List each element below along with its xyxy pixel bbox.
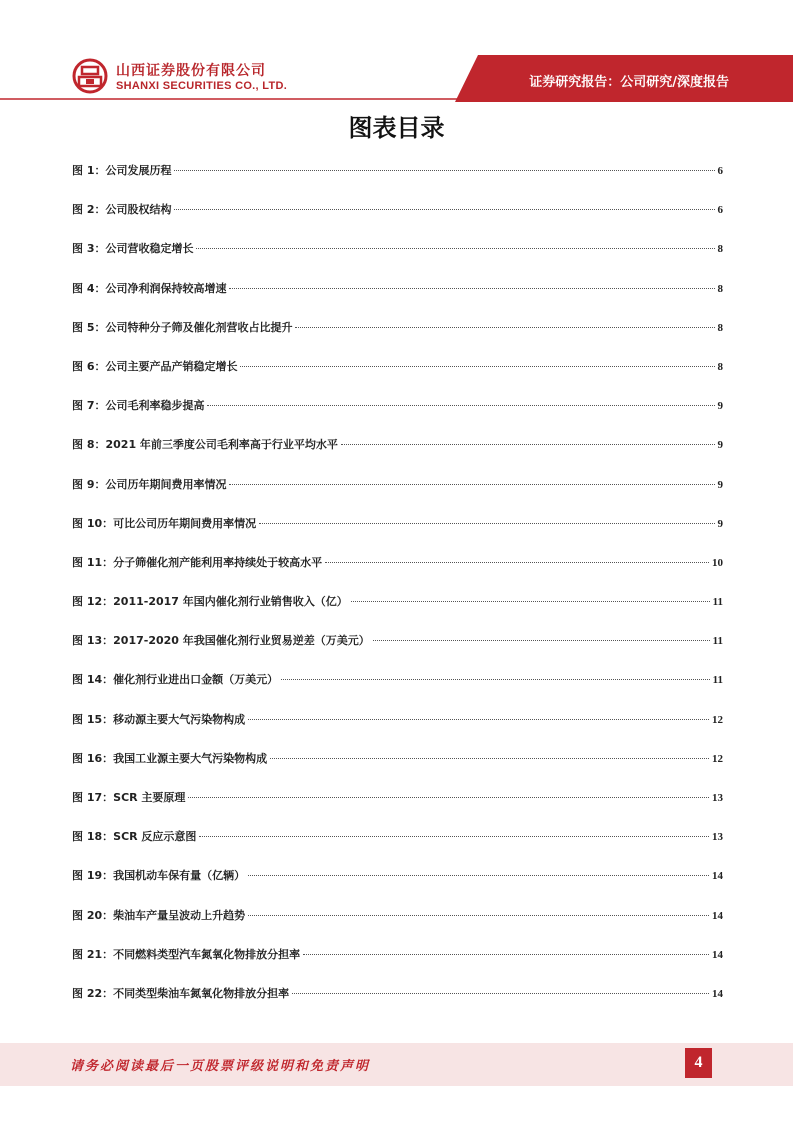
toc-entry-title: SCR 反应示意图 xyxy=(113,830,197,844)
toc-dot-leader xyxy=(196,248,714,249)
toc-dot-leader xyxy=(281,679,709,680)
toc-entry-label: 图 6： xyxy=(72,359,106,373)
toc-entry-title: 可比公司历年期间费用率情况 xyxy=(113,516,257,530)
toc-entry-label: 图 10： xyxy=(72,516,114,530)
toc-entry-page: 14 xyxy=(712,909,723,922)
toc-dot-leader xyxy=(229,484,714,485)
toc-dot-leader xyxy=(207,405,714,406)
toc-entry-title: 2011-2017 年国内催化剂行业销售收入（亿） xyxy=(113,595,348,609)
toc-entry-label: 图 8： xyxy=(72,438,106,452)
toc-entry-page: 8 xyxy=(717,243,723,256)
toc-dot-leader xyxy=(199,836,709,837)
toc-entry[interactable] xyxy=(72,554,723,593)
toc-entry[interactable] xyxy=(72,358,723,397)
toc-entry[interactable] xyxy=(72,789,723,828)
toc-entry-label: 图 16： xyxy=(72,751,114,765)
page-number: 4 xyxy=(685,1048,712,1078)
toc-entry[interactable] xyxy=(72,907,723,946)
toc-entry-page: 10 xyxy=(712,556,723,569)
toc-entry-page: 11 xyxy=(712,596,723,609)
toc-entry-title: 柴油车产量呈波动上升趋势 xyxy=(113,908,246,922)
toc-dot-leader xyxy=(270,758,709,759)
toc-entry-page: 12 xyxy=(712,713,723,726)
toc-entry-label: 图 14： xyxy=(72,673,114,687)
toc-entry-page: 11 xyxy=(712,635,723,648)
toc-entry[interactable] xyxy=(72,436,723,475)
toc-dot-leader xyxy=(292,993,709,994)
toc-entry-title: 2021 年前三季度公司毛利率高于行业平均水平 xyxy=(105,438,338,452)
toc-entry-label: 图 13： xyxy=(72,634,114,648)
page-header xyxy=(0,0,793,102)
company-name-cn: 山西证券股份有限公司 xyxy=(116,63,266,79)
toc-dot-leader xyxy=(174,170,714,171)
toc-entry[interactable] xyxy=(72,671,723,710)
toc-entry-title: 不同燃料类型汽车氮氧化物排放分担率 xyxy=(113,947,301,961)
toc-entry-page: 6 xyxy=(717,204,723,217)
toc-entry-title: 我国机动车保有量（亿辆） xyxy=(113,869,246,883)
toc-entry-page: 14 xyxy=(712,987,723,1000)
toc-entry-title: 公司主要产品产销稳定增长 xyxy=(105,359,238,373)
toc-dot-leader xyxy=(373,640,710,641)
toc-entry-page: 8 xyxy=(717,282,723,295)
toc-entry[interactable] xyxy=(72,946,723,985)
toc-entry-label: 图 3： xyxy=(72,242,106,256)
toc-entry-label: 图 21： xyxy=(72,947,114,961)
toc-entry[interactable] xyxy=(72,162,723,201)
toc-entry-page: 9 xyxy=(717,517,723,530)
toc-entry-label: 图 7： xyxy=(72,399,106,413)
report-type-label: 证券研究报告：公司研究/深度报告 xyxy=(529,75,729,90)
toc-entry[interactable] xyxy=(72,319,723,358)
toc-entry-page: 9 xyxy=(717,439,723,452)
footer-disclaimer: 请务必阅读最后一页股票评级说明和免责声明 xyxy=(70,1059,371,1074)
toc-entry-label: 图 12： xyxy=(72,595,114,609)
toc-entry-title: SCR 主要原理 xyxy=(113,791,186,804)
toc-entry-page: 13 xyxy=(712,831,723,844)
toc-entry-label: 图 20： xyxy=(72,908,114,922)
toc-entry-page: 14 xyxy=(712,870,723,883)
toc-dot-leader xyxy=(303,954,709,955)
toc-entry-title: 移动源主要大气污染物构成 xyxy=(113,712,246,726)
toc-entry-label: 图 2： xyxy=(72,203,106,217)
toc-entry-title: 公司营收稳定增长 xyxy=(105,242,194,256)
toc-entry-title: 公司股权结构 xyxy=(105,203,172,217)
shanxi-securities-logo-icon xyxy=(72,58,108,94)
toc-dot-leader xyxy=(248,915,709,916)
toc-entry[interactable] xyxy=(72,515,723,554)
toc-entry-title: 公司发展历程 xyxy=(105,164,172,177)
toc-entry-title: 公司历年期间费用率情况 xyxy=(105,477,227,491)
toc-entry-label: 图 11： xyxy=(72,555,114,569)
toc-entry-page: 13 xyxy=(712,792,723,804)
toc-entry-page: 14 xyxy=(712,948,723,961)
toc-entry[interactable] xyxy=(72,828,723,867)
company-name-en: SHANXI SECURITIES CO., LTD. xyxy=(116,80,288,92)
toc-entry[interactable] xyxy=(72,240,723,279)
toc-entry-title: 不同类型柴油车氮氧化物排放分担率 xyxy=(113,986,290,1000)
toc-dot-leader xyxy=(188,797,709,798)
toc-entry[interactable] xyxy=(72,867,723,906)
toc-entry[interactable] xyxy=(72,397,723,436)
toc-dot-leader xyxy=(325,562,709,563)
toc-dot-leader xyxy=(351,601,710,602)
toc-entry-label: 图 22： xyxy=(72,986,114,1000)
toc-entry-label: 图 1： xyxy=(72,164,106,177)
toc-entry-label: 图 18： xyxy=(72,830,114,844)
toc-entry[interactable] xyxy=(72,985,723,1024)
toc-dot-leader xyxy=(248,875,709,876)
figure-toc xyxy=(72,162,723,1024)
toc-entry-title: 分子筛催化剂产能利用率持续处于较高水平 xyxy=(113,555,323,569)
toc-entry-title: 我国工业源主要大气污染物构成 xyxy=(113,751,268,765)
page-title: 图表目录 xyxy=(348,114,445,142)
toc-dot-leader xyxy=(240,366,714,367)
toc-entry-page: 6 xyxy=(717,165,723,177)
toc-entry-page: 11 xyxy=(712,674,723,687)
toc-entry-page: 12 xyxy=(712,752,723,765)
toc-entry-page: 8 xyxy=(717,321,723,334)
toc-dot-leader xyxy=(295,327,714,328)
toc-entry[interactable] xyxy=(72,476,723,515)
toc-entry-page: 9 xyxy=(717,400,723,413)
toc-dot-leader xyxy=(229,288,714,289)
toc-entry-title: 公司净利润保持较高增速 xyxy=(105,281,227,295)
toc-dot-leader xyxy=(248,719,709,720)
toc-entry-label: 图 4： xyxy=(72,281,106,295)
toc-entry-label: 图 9： xyxy=(72,477,106,491)
toc-entry[interactable] xyxy=(72,632,723,671)
toc-entry[interactable] xyxy=(72,593,723,632)
toc-dot-leader xyxy=(259,523,714,524)
toc-entry-page: 9 xyxy=(717,478,723,491)
toc-entry-title: 公司特种分子筛及催化剂营收占比提升 xyxy=(105,320,293,334)
toc-entry-title: 催化剂行业进出口金额（万美元） xyxy=(113,673,279,687)
toc-entry-page: 8 xyxy=(717,360,723,373)
toc-entry-title: 公司毛利率稳步提高 xyxy=(105,399,205,413)
toc-entry-label: 图 19： xyxy=(72,869,114,883)
toc-entry[interactable] xyxy=(72,750,723,789)
toc-entry-title: 2017-2020 年我国催化剂行业贸易逆差（万美元） xyxy=(113,634,370,648)
toc-entry-label: 图 17： xyxy=(72,791,114,804)
toc-entry-label: 图 15： xyxy=(72,712,114,726)
toc-dot-leader xyxy=(174,209,714,210)
toc-entry[interactable] xyxy=(72,201,723,240)
toc-dot-leader xyxy=(341,444,715,445)
toc-entry[interactable] xyxy=(72,280,723,319)
toc-entry[interactable] xyxy=(72,711,723,750)
toc-entry-label: 图 5： xyxy=(72,320,106,334)
